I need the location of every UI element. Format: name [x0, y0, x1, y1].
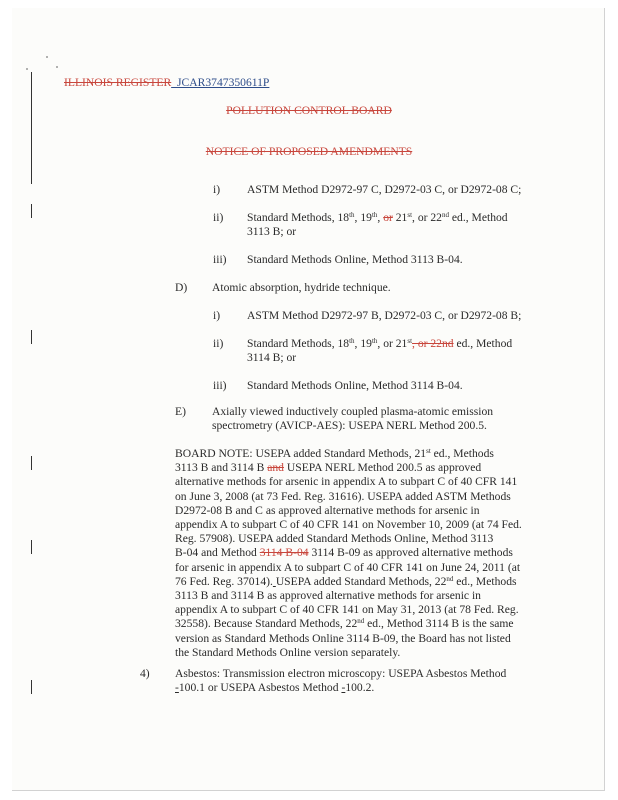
change-bar: [31, 72, 32, 184]
scan-speck: [46, 56, 48, 58]
d-item-ii-text: Standard Methods, 18th, 19th, or 21st, or 22nd ed., Method: [247, 337, 513, 350]
board-note-line: 3113 B and 3114 B as approved alternative methods for arsenic in: [175, 589, 481, 603]
board-note-line: 32558). Because Standard Methods, 22nd ed., Method 3114 B is the same: [175, 617, 514, 631]
board-note-line: 3113 B and 3114 B and USEPA NERL Method 200.5 as approved: [175, 461, 482, 475]
register-header: [64, 76, 269, 90]
change-bar: [31, 204, 32, 218]
d-item-i-text: ASTM Method D2972-97 B, D2972-03 C, or D2972-08 B;: [247, 309, 522, 322]
board-note-line: appendix A to subpart C of 40 CFR 141 on May 31, 2013 (at 78 Fed. Reg.: [175, 603, 519, 617]
c-item-i-num: i): [213, 183, 221, 196]
board-note-line: D2972-08 B and C as approved alternative methods for arsenic in: [175, 503, 480, 517]
board-note-line: alternative methods for arsenic in appendix A to subpart C of 40 CFR 141: [175, 475, 518, 489]
scan-speck: [26, 68, 28, 70]
change-bar: [31, 456, 32, 470]
board-note-line: for arsenic in appendix A to subpart C of 40 CFR 141 on June 24, 2011 (at: [175, 560, 521, 574]
item-4-line1: Asbestos: Transmission electron microscopy: USEPA Asbestos Method: [175, 667, 507, 680]
d-item-i-num: i): [213, 309, 221, 322]
d-item-iii-num: iii): [213, 379, 227, 392]
item-4-line2: -100.1 or USEPA Asbestos Method -100.2.: [175, 681, 375, 694]
scan-speck: [56, 66, 58, 68]
d-item-iii-text: Standard Methods Online, Method 3114 B-04.: [247, 379, 463, 392]
board-note-line: B-04 and Method 3114 B-04 3114 B-09 as approved alternative methods: [175, 546, 513, 560]
board-note-line: version as Standard Methods Online 3114 B-09, the Board has not listed: [175, 631, 511, 645]
change-bar: [31, 540, 32, 554]
item-4-num: 4): [140, 667, 150, 680]
c-item-iii-text: Standard Methods Online, Method 3113 B-04.: [247, 253, 463, 266]
c-item-ii-line2: 3113 B; or: [247, 225, 297, 238]
board-note-line: on June 3, 2008 (at 73 Fed. Reg. 31616). USEPA added ASTM Methods: [175, 489, 511, 503]
board-note-line: the Standard Methods Online version separately.: [175, 645, 401, 659]
change-bar: [31, 680, 32, 694]
e-line1: Axially viewed inductively coupled plasma-atomic emission: [212, 405, 494, 418]
d-item-ii-num: ii): [213, 337, 224, 350]
register-code: _JCAR3747350611P: [171, 76, 270, 89]
board-title: POLLUTION CONTROL BOARD: [226, 104, 392, 117]
d-letter: D): [175, 281, 188, 294]
c-item-iii-num: iii): [213, 253, 227, 266]
c-item-ii-text: Standard Methods, 18th, 19th, or 21st, or 22nd ed., Method: [247, 211, 508, 224]
notice-title: NOTICE OF PROPOSED AMENDMENTS: [205, 145, 413, 158]
board-note-line: Reg. 57908). USEPA added Standard Methods Online, Method 3113: [175, 532, 494, 546]
d-item-ii-line2: 3114 B; or: [247, 351, 297, 364]
change-bar: [31, 330, 32, 344]
board-note-line: BOARD NOTE: USEPA added Standard Methods, 21st ed., Methods: [175, 447, 494, 460]
board-note-line: 76 Fed. Reg. 37014). USEPA added Standard Methods, 22nd ed., Methods: [175, 574, 517, 588]
d-heading: Atomic absorption, hydride technique.: [212, 281, 391, 294]
c-item-ii-num: ii): [213, 211, 224, 224]
board-note-line: appendix A to subpart C of 40 CFR 141 on November 10, 2009 (at 74 Fed.: [175, 518, 522, 532]
e-letter: E): [175, 405, 186, 418]
register-struck-text: ILLINOIS REGISTER: [64, 76, 172, 89]
c-item-i-text: ASTM Method D2972-97 C, D2972-03 C, or D2972-08 C;: [247, 183, 522, 196]
board-note: [175, 447, 555, 660]
e-line2: spectrometry (AVICP-AES): USEPA NERL Method 200.5.: [212, 419, 487, 432]
